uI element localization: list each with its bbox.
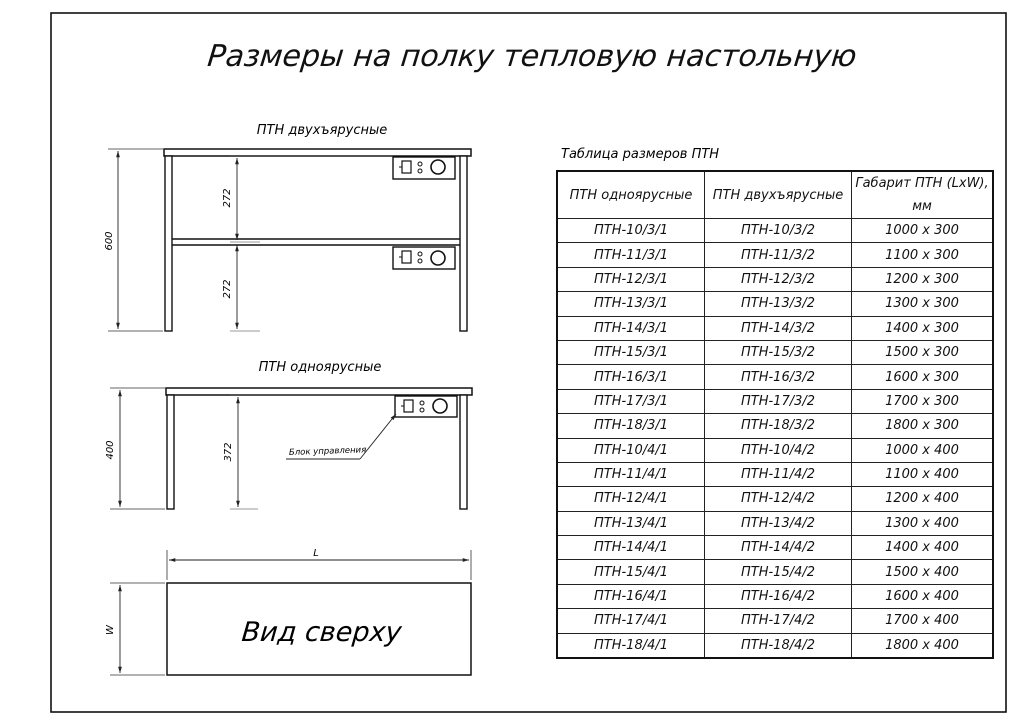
cell-double-tier-model: ПТН-16/3/2	[705, 365, 852, 389]
cell-double-tier-model: ПТН-11/3/2	[705, 243, 852, 267]
double-top-shelf	[164, 149, 471, 156]
cell-single-tier-model: ПТН-13/3/1	[557, 292, 705, 316]
double-upper-control-block	[393, 157, 455, 179]
table-row	[557, 633, 993, 658]
table-row	[557, 560, 993, 584]
cell-single-tier-model: ПТН-12/4/1	[557, 487, 705, 511]
cell-dimensions: 1300 х 300	[852, 292, 994, 316]
table-caption: Таблица размеров ПТН	[561, 147, 720, 162]
double-lower-control-block	[393, 247, 455, 269]
table-row	[557, 243, 993, 267]
cell-single-tier-model: ПТН-10/4/1	[557, 438, 705, 462]
cell-single-tier-model: ПТН-18/3/1	[557, 414, 705, 438]
cell-single-tier-model: ПТН-17/4/1	[557, 609, 705, 633]
cell-double-tier-model: ПТН-18/4/2	[705, 633, 852, 658]
cell-dimensions: 1500 х 300	[852, 340, 994, 364]
dim-length: L	[313, 548, 319, 559]
dim-double-upper: 272	[222, 188, 233, 208]
cell-single-tier-model: ПТН-15/4/1	[557, 560, 705, 584]
cell-double-tier-model: ПТН-15/3/2	[705, 340, 852, 364]
cell-dimensions: 1000 х 400	[852, 438, 994, 462]
double-tier-shelf-view	[104, 123, 471, 331]
cell-double-tier-model: ПТН-13/3/2	[705, 292, 852, 316]
cell-dimensions: 1700 х 400	[852, 609, 994, 633]
cell-single-tier-model: ПТН-11/4/1	[557, 462, 705, 486]
cell-double-tier-model: ПТН-12/4/2	[705, 487, 852, 511]
top-view	[105, 548, 471, 675]
cell-single-tier-model: ПТН-14/3/1	[557, 316, 705, 340]
size-table	[556, 170, 994, 659]
cell-dimensions: 1200 х 300	[852, 267, 994, 291]
cell-double-tier-model: ПТН-15/4/2	[705, 560, 852, 584]
double-left-leg	[165, 156, 172, 331]
single-tier-shelf-view	[105, 360, 472, 509]
single-right-leg	[460, 395, 467, 509]
dim-double-lower: 272	[222, 279, 233, 299]
cell-double-tier-model: ПТН-16/4/2	[705, 584, 852, 608]
table-row	[557, 487, 993, 511]
table-row	[557, 267, 993, 291]
single-control-block	[395, 396, 457, 417]
cell-double-tier-model: ПТН-10/4/2	[705, 438, 852, 462]
dim-width: W	[105, 625, 116, 635]
single-top-shelf	[166, 388, 472, 395]
cell-single-tier-model: ПТН-14/4/1	[557, 536, 705, 560]
cell-double-tier-model: ПТН-11/4/2	[705, 462, 852, 486]
cell-double-tier-model: ПТН-12/3/2	[705, 267, 852, 291]
table-row	[557, 438, 993, 462]
cell-double-tier-model: ПТН-13/4/2	[705, 511, 852, 535]
table-row	[557, 389, 993, 413]
dim-single-leg: 372	[223, 442, 234, 462]
dim-double-total: 600	[104, 231, 115, 251]
header-double-tier: ПТН двухъярусные	[705, 171, 852, 219]
cell-dimensions: 1400 х 300	[852, 316, 994, 340]
cell-double-tier-model: ПТН-14/3/2	[705, 316, 852, 340]
double-middle-shelf	[171, 239, 465, 245]
double-right-leg	[460, 156, 467, 331]
cell-double-tier-model: ПТН-14/4/2	[705, 536, 852, 560]
cell-single-tier-model: ПТН-16/4/1	[557, 584, 705, 608]
table-row	[557, 511, 993, 535]
table-row	[557, 340, 993, 364]
cell-single-tier-model: ПТН-15/3/1	[557, 340, 705, 364]
double-tier-label: ПТН двухъярусные	[256, 123, 388, 138]
cell-double-tier-model: ПТН-10/3/2	[705, 219, 852, 243]
cell-dimensions: 1600 х 400	[852, 584, 994, 608]
single-left-leg	[167, 395, 174, 509]
cell-dimensions: 1800 х 400	[852, 633, 994, 658]
cell-single-tier-model: ПТН-13/4/1	[557, 511, 705, 535]
cell-dimensions: 1100 х 400	[852, 462, 994, 486]
cell-dimensions: 1300 х 400	[852, 511, 994, 535]
size-table-body	[557, 219, 993, 659]
cell-dimensions: 1700 х 300	[852, 389, 994, 413]
table-header-row	[557, 171, 993, 219]
header-dimensions: Габарит ПТН (LxW), мм	[852, 171, 994, 219]
cell-single-tier-model: ПТН-12/3/1	[557, 267, 705, 291]
table-row	[557, 414, 993, 438]
cell-single-tier-model: ПТН-11/3/1	[557, 243, 705, 267]
table-row	[557, 584, 993, 608]
cell-single-tier-model: ПТН-18/4/1	[557, 633, 705, 658]
cell-single-tier-model: ПТН-17/3/1	[557, 389, 705, 413]
table-row	[557, 609, 993, 633]
cell-dimensions: 1000 х 300	[852, 219, 994, 243]
table-row	[557, 292, 993, 316]
header-single-tier: ПТН одноярусные	[557, 171, 705, 219]
table-row	[557, 462, 993, 486]
table-row	[557, 316, 993, 340]
cell-single-tier-model: ПТН-10/3/1	[557, 219, 705, 243]
single-tier-label: ПТН одноярусные	[258, 360, 382, 375]
table-row	[557, 365, 993, 389]
cell-double-tier-model: ПТН-17/4/2	[705, 609, 852, 633]
table-row	[557, 536, 993, 560]
cell-double-tier-model: ПТН-18/3/2	[705, 414, 852, 438]
control-block-label: Блок управления	[288, 445, 367, 458]
dim-single-total: 400	[105, 440, 116, 460]
cell-dimensions: 1400 х 400	[852, 536, 994, 560]
cell-dimensions: 1500 х 400	[852, 560, 994, 584]
cell-dimensions: 1600 х 300	[852, 365, 994, 389]
table-row	[557, 219, 993, 243]
cell-dimensions: 1200 х 400	[852, 487, 994, 511]
cell-single-tier-model: ПТН-16/3/1	[557, 365, 705, 389]
cell-dimensions: 1800 х 300	[852, 414, 994, 438]
top-view-label: Вид сверху	[240, 617, 403, 648]
page-title: Размеры на полку тепловую настольную	[205, 39, 859, 74]
cell-dimensions: 1100 х 300	[852, 243, 994, 267]
cell-double-tier-model: ПТН-17/3/2	[705, 389, 852, 413]
